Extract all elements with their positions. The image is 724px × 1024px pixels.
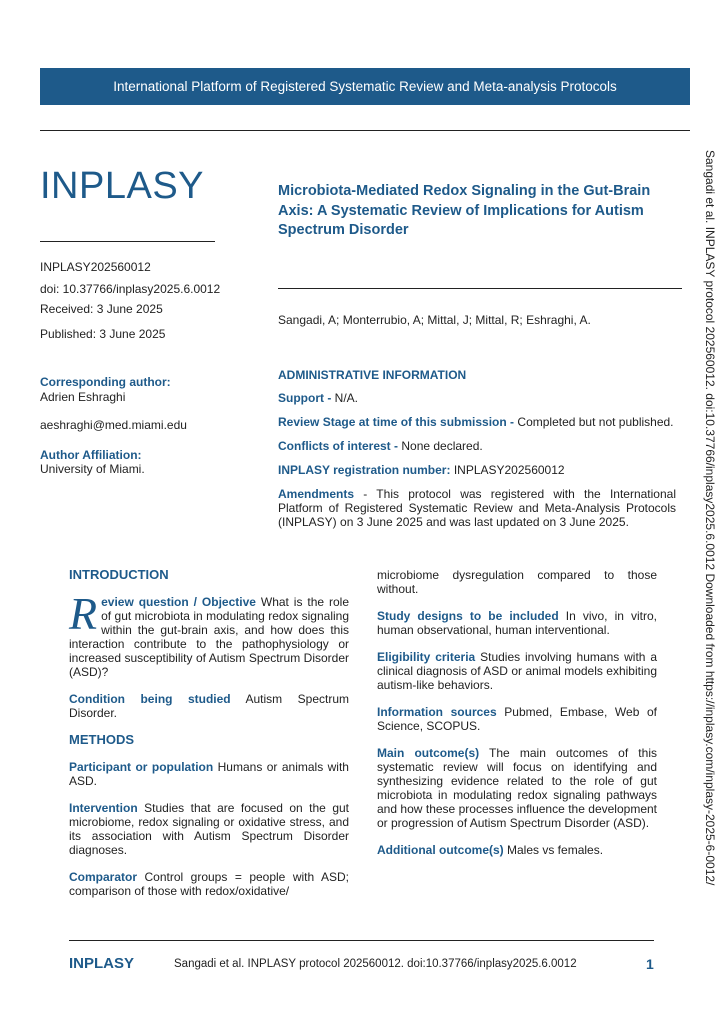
- registration-number-value: INPLASY202560012: [450, 463, 565, 477]
- author-affiliation-label: Author Affiliation:: [40, 447, 142, 462]
- additional-outcome-label: Additional outcome(s): [377, 843, 504, 857]
- support-field: [278, 391, 676, 405]
- introduction-heading: INTRODUCTION: [69, 567, 169, 582]
- additional-outcome-text: Males vs females.: [503, 843, 604, 857]
- author-email-link[interactable]: aeshraghi@med.miami.edu: [40, 418, 187, 432]
- participant-paragraph: [69, 760, 349, 788]
- conflicts-value: None declared.: [398, 439, 483, 453]
- side-download-text: Sangadi et al. INPLASY protocol 202560012. doi:10.37766/inplasy2025.6.0012 Downloaded from https://inplasy.com/inplasy-2025-6-0012/: [703, 150, 717, 886]
- additional-outcome-paragraph: [377, 843, 657, 857]
- review-stage-label: Review Stage at time of this submission -: [278, 415, 515, 429]
- amendments-field: [278, 487, 676, 529]
- eligibility-text: Studies involving humans with a clinical diagnosis of ASD or animal models exhibiting autism-like behaviors.: [377, 650, 657, 692]
- study-design-paragraph: [377, 609, 657, 637]
- review-stage-value: Completed but not published.: [514, 415, 674, 429]
- registration-number-label: INPLASY registration number:: [278, 463, 451, 477]
- information-sources-label: Information sources: [377, 705, 497, 719]
- footer-divider: [69, 940, 654, 941]
- support-label: Support -: [278, 391, 332, 405]
- comparator-paragraph: [69, 870, 349, 898]
- corresponding-author-block: [40, 375, 250, 477]
- main-outcome-label: Main outcome(s): [377, 746, 480, 760]
- condition-label: Condition being studied: [69, 692, 231, 706]
- participant-label: Participant or population: [69, 760, 214, 774]
- review-stage-field: [278, 415, 676, 429]
- corresponding-author-label: Corresponding author:: [40, 375, 171, 389]
- review-question-paragraph: [69, 588, 350, 679]
- author-list: Sangadi, A; Monterrubio, A; Mittal, J; Mittal, R; Eshraghi, A.: [278, 313, 591, 327]
- amendments-value: - This protocol was registered with the International Platform of Registered Systematic Review and Meta-Analysis Protocols (INPLASY) on 3 June 2025 and was last updated on 3 June 2025.: [278, 487, 676, 529]
- study-design-label: Study designs to be included: [377, 609, 559, 623]
- doi-link[interactable]: doi: 10.37766/inplasy2025.6.0012: [40, 282, 221, 296]
- comparator-text: Control groups = people with ASD; comparison of those with redox/oxidative/: [69, 870, 349, 898]
- intervention-text: Studies that are focused on the gut microbiome, redox signaling or oxidative stress, and its association with Autism Spectrum Disorder diagnoses.: [69, 801, 349, 857]
- admin-heading: ADMINISTRATIVE INFORMATION: [278, 368, 467, 382]
- intervention-label: Intervention: [69, 801, 138, 815]
- received-date: Received: 3 June 2025: [40, 302, 163, 316]
- header-banner: International Platform of Registered Systematic Review and Meta-analysis Protocols: [40, 68, 690, 105]
- drop-cap: R: [69, 588, 98, 639]
- review-question-label: eview question / Objective: [101, 595, 256, 609]
- condition-paragraph: [69, 692, 349, 720]
- comparator-label: Comparator: [69, 870, 138, 884]
- footer-logo: INPLASY: [69, 955, 135, 972]
- main-outcome-text: The main outcomes of this systematic review will focus on identifying and synthesizing evidence related to the role of gut microbiota in modulating redox signaling pathways and how these processes influence the development or progression of Autism Spectrum Disorder (ASD).: [377, 746, 657, 830]
- top-divider: [40, 130, 690, 131]
- review-question-text: What is the role of gut microbiota in modulating redox signaling within the gut-brain axis, and how does this interaction contribute to the pathophysiology or increased susceptibility of Autism Spectrum Disorder (ASD)?: [69, 595, 350, 679]
- study-design-text: In vivo, in vitro, human observational, human interventional.: [377, 609, 657, 637]
- conflicts-field: [278, 439, 676, 453]
- registration-id: INPLASY202560012: [40, 260, 151, 274]
- registration-number-field: [278, 463, 676, 477]
- logo-divider: [40, 241, 215, 242]
- footer-citation: Sangadi et al. INPLASY protocol 202560012. doi:10.37766/inplasy2025.6.0012: [174, 958, 577, 970]
- side-download-notice: [693, 150, 724, 912]
- corresponding-author-name: Adrien Eshraghi: [40, 389, 126, 404]
- eligibility-paragraph: [377, 650, 657, 692]
- page-number: 1: [646, 956, 654, 972]
- administrative-information: [278, 368, 676, 539]
- left-column: [69, 568, 349, 911]
- main-outcome-paragraph: [377, 746, 657, 830]
- comparator-continued: microbiome dysregulation compared to those without.: [377, 568, 657, 596]
- author-affiliation: University of Miami.: [40, 462, 145, 476]
- information-sources-text: Pubmed, Embase, Web of Science, SCOPUS.: [377, 705, 658, 733]
- participant-text: Humans or animals with ASD.: [69, 760, 349, 788]
- eligibility-label: Eligibility criteria: [377, 650, 476, 664]
- intervention-paragraph: [69, 801, 349, 857]
- methods-heading: METHODS: [69, 732, 134, 747]
- amendments-label: Amendments: [278, 487, 355, 501]
- paper-title: Microbiota-Mediated Redox Signaling in the Gut-Brain Axis: A Systematic Review of Implications for Autism Spectrum Disorder: [278, 183, 651, 238]
- inplasy-logo: INPLASY: [40, 165, 205, 207]
- information-sources-paragraph: [377, 705, 657, 733]
- support-value: N/A.: [331, 391, 358, 405]
- right-column: [377, 568, 657, 870]
- published-date: Published: 3 June 2025: [40, 327, 166, 341]
- condition-text: Autism Spectrum Disorder.: [69, 692, 349, 720]
- title-divider: [278, 288, 682, 289]
- conflicts-label: Conflicts of interest -: [278, 439, 399, 453]
